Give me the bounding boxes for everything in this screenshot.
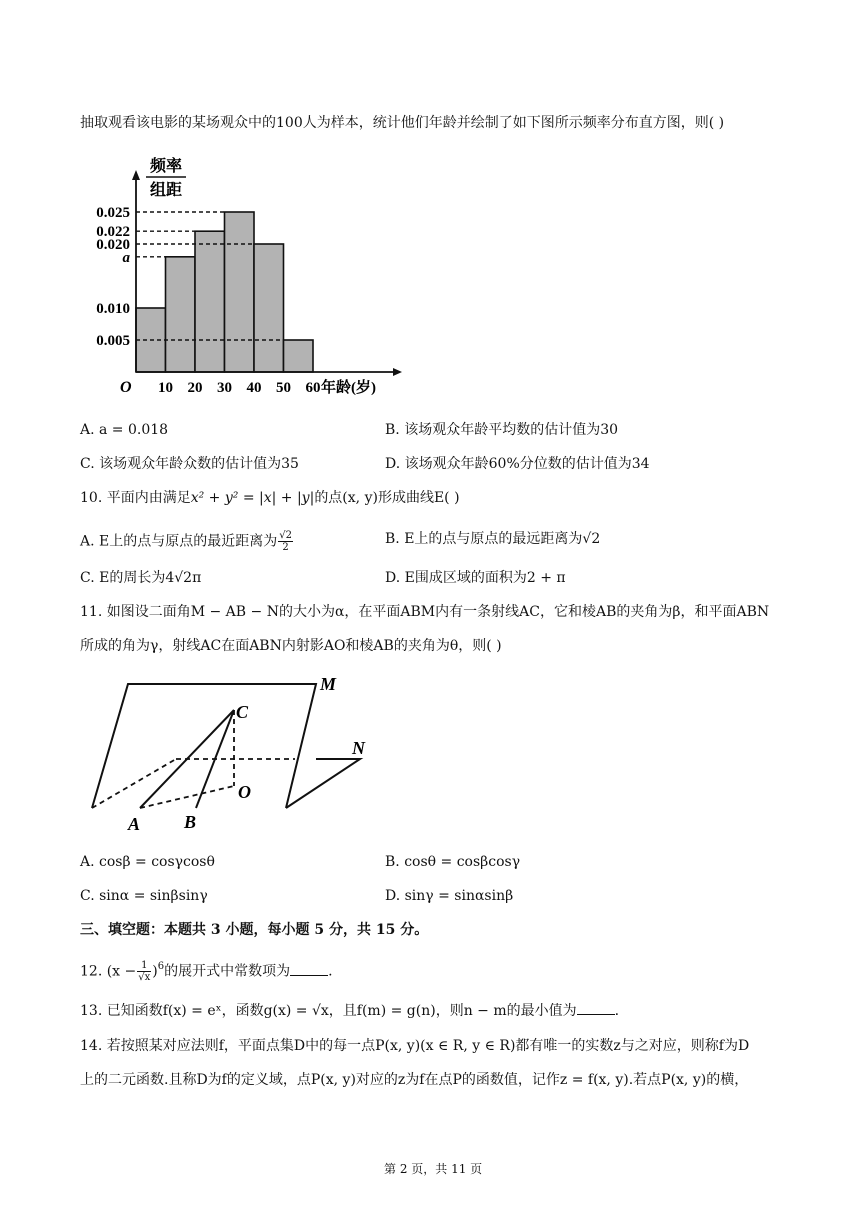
x-tick-label: 50	[276, 380, 291, 396]
origin-label: O	[120, 379, 132, 396]
q12: 12. (x − $\frac{1}{√x}$ )$^6$的展开式中常数项为 .	[80, 960, 333, 983]
y-tick-label: 0.005	[96, 333, 130, 349]
q14-line1: 14. 若按照某对应法则f，平面点集D中的每一点P(x, y)(x ∈ R, y ∈ R)都有唯一的实数z与之对应，则称f为D	[80, 1038, 750, 1054]
q10-option-d: D. E围成区域的面积为2 + π	[385, 570, 566, 586]
y-tick-label: 0.020	[96, 237, 130, 253]
q12-exponent: 6	[157, 960, 165, 972]
x-tick-label: 30	[217, 380, 232, 396]
x-axis-arrow	[393, 368, 402, 376]
q12-end: .	[328, 963, 333, 980]
y-tick-label: 0.025	[96, 205, 130, 221]
q11-stem-line2: 所成的角为γ，射线AC在面ABN内射影AO和棱AB的夹角为θ，则( )	[80, 638, 502, 654]
q12-post: 的展开式中常数项为	[164, 963, 291, 980]
x-axis-label: 年龄(岁)	[321, 380, 376, 396]
histogram-bar	[166, 257, 196, 372]
q9-option-d: D. 该场观众年龄60%分位数的估计值为34	[385, 456, 650, 472]
q14-line2: 上的二元函数.且称D为f的定义域，点P(x, y)对应的z为f在点P的函数值，记作z = f(x, y).若点P(x, y)的横，	[80, 1072, 749, 1088]
q9-stem: 抽取观看该电影的某场观众中的100人为样本，统计他们年龄并绘制了如下图所示频率分布直方图，则( )	[80, 115, 725, 131]
q10-option-a-text: A. E上的点与原点的最近距离为	[80, 533, 278, 550]
q10-equation: x² + y² = |x| + |y|	[190, 490, 315, 506]
histogram-chart	[80, 150, 420, 410]
q13	[80, 1001, 619, 1020]
q11-option-d: D. sinγ = sinαsinβ	[385, 888, 514, 904]
q11-option-c: C. sinα = sinβsinγ	[80, 888, 208, 904]
y-axis-arrow	[132, 170, 140, 180]
y-tick-label: 0.010	[96, 301, 130, 317]
histogram-bar	[254, 244, 284, 372]
label-m: M	[320, 674, 337, 694]
section-heading-fill-in: 三、填空题：本题共 3 小题，每小题 5 分，共 15 分。	[80, 922, 429, 938]
histogram-bar	[195, 231, 225, 372]
q13-end: .	[614, 1003, 620, 1019]
segment-ao-dashed	[140, 786, 234, 808]
x-tick-label: 20	[187, 380, 203, 396]
q11-stem-line1: 11. 如图设二面角M − AB − N的大小为α，在平面ABM内有一条射线AC，它和棱AB的夹角为β，和平面ABN	[80, 604, 770, 620]
q9-option-c: C. 该场观众年龄众数的估计值为35	[80, 456, 299, 472]
y-tick-label: 0.022	[96, 224, 130, 241]
x-tick-label: 10	[158, 380, 173, 396]
label-b: B	[184, 812, 197, 832]
fraction-denominator: √x	[138, 972, 151, 983]
fraction-numerator: 1	[137, 960, 151, 972]
q10-stem	[80, 489, 460, 507]
x-tick-label: 60	[305, 380, 321, 396]
label-a: A	[128, 814, 141, 834]
q10-option-a-fraction	[278, 530, 293, 553]
q9-option-a: A. a = 0.018	[80, 422, 169, 438]
q9-option-b: B. 该场观众年龄平均数的估计值为30	[385, 422, 619, 438]
label-n: N	[352, 738, 365, 758]
fraction-numerator: √2	[279, 530, 292, 541]
y-tick-label: a	[122, 249, 130, 266]
q10-stem-pre: 10. 平面内由满足	[80, 490, 191, 506]
histogram-bar	[225, 212, 255, 372]
q12-pre: 12. (x −	[80, 963, 137, 980]
q10-option-a	[80, 530, 294, 553]
y-axis-label-numerator: 频率	[149, 158, 183, 175]
q13-answer-blank[interactable]	[577, 1001, 615, 1015]
q10-stem-post: 的点(x, y)形成曲线E( )	[314, 490, 460, 506]
q10-option-b: B. E上的点与原点的最远距离为√2	[385, 531, 601, 547]
ray-ac	[140, 710, 234, 808]
label-c: C	[236, 702, 249, 722]
q11-option-a: A. cosβ = cosγcosθ	[80, 854, 215, 870]
label-o: O	[238, 782, 251, 802]
q11-option-b: B. cosθ = cosβcosγ	[385, 854, 521, 870]
q10-option-c: C. E的周长为4√2π	[80, 570, 202, 586]
y-axis-label-denominator: 组距	[149, 182, 183, 199]
x-tick-label: 40	[246, 380, 262, 396]
q13-text: 13. 已知函数f(x) = eˣ，函数g(x) = √x，且f(m) = g(n)，则n − m的最小值为	[80, 1003, 577, 1019]
histogram-bar	[284, 340, 314, 372]
q12-fraction	[137, 960, 151, 983]
fraction-denominator: 2	[282, 542, 289, 553]
q12-answer-blank[interactable]	[290, 962, 328, 976]
dihedral-angle-diagram	[80, 668, 380, 838]
page-footer: 第 2 页，共 11 页	[384, 1162, 483, 1176]
